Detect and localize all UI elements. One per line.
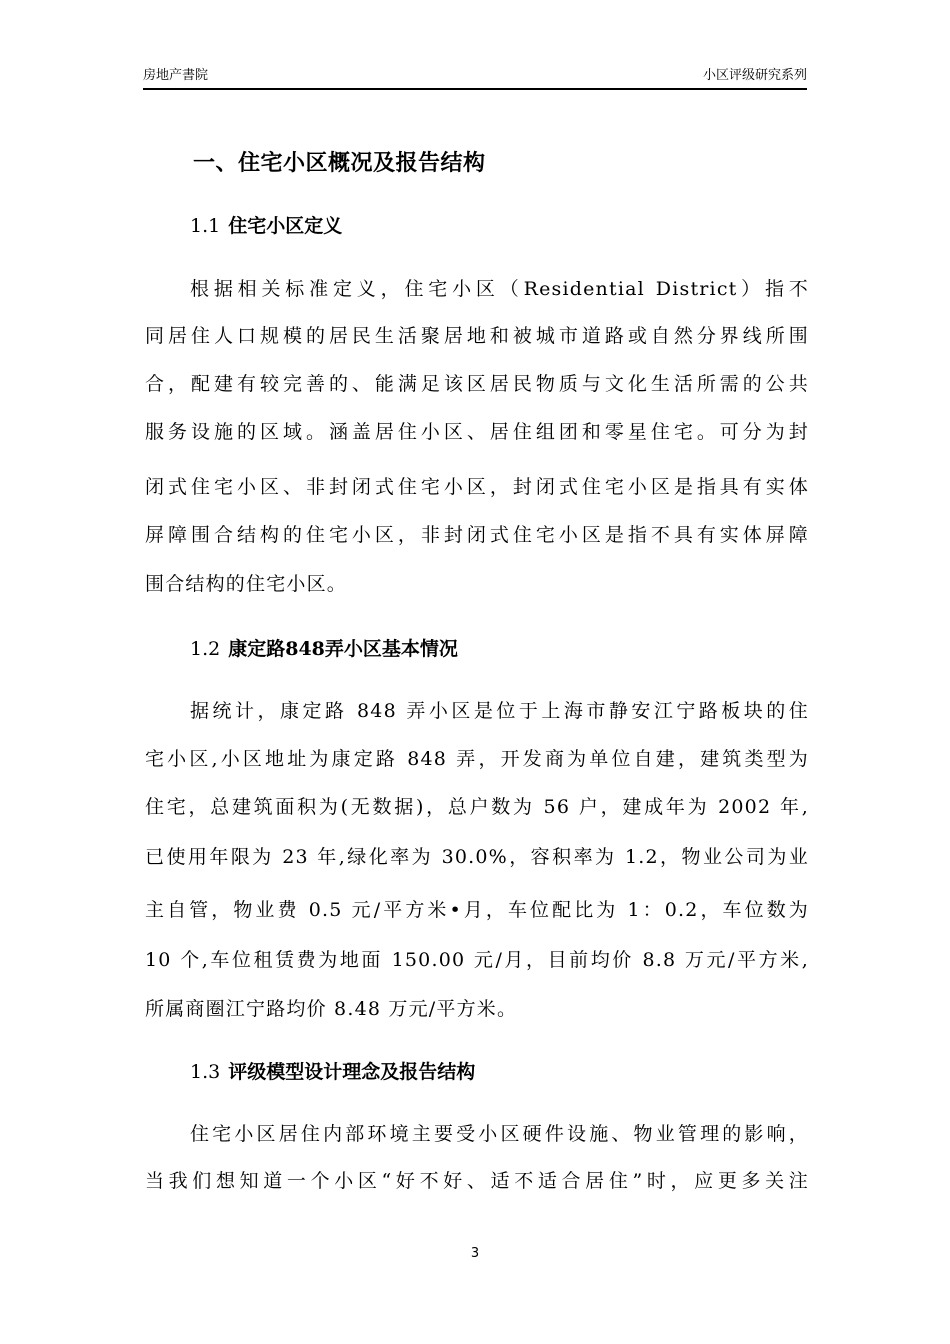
paragraph-line: 住宅，总建筑面积为(无数据)，总户数为 56 户，建成年为 2002 年,	[145, 796, 809, 818]
paragraph-line: 据统计，康定路 848 弄小区是位于上海市静安江宁路板块的住	[190, 700, 809, 722]
paragraph-line: 服务设施的区域。涵盖居住小区、居住组团和零星住宅。可分为封	[145, 421, 809, 443]
section-title: 康定路848弄小区基本情况	[228, 638, 458, 660]
paragraph-line: 围合结构的住宅小区。	[145, 573, 348, 595]
paragraph-line: 已使用年限为 23 年,绿化率为 30.0%，容积率为 1.2，物业公司为业	[145, 846, 809, 868]
section-number: 1.2	[190, 638, 221, 660]
section-heading-1-2	[190, 634, 458, 664]
section-heading-1-1	[190, 211, 342, 241]
paragraph-line: 住宅小区居住内部环境主要受小区硬件设施、物业管理的影响，	[190, 1123, 809, 1145]
section-number: 1.1	[190, 215, 221, 237]
paragraph-line: 同居住人口规模的居民生活聚居地和被城市道路或自然分界线所围	[145, 325, 809, 347]
chapter-title: 一、住宅小区概况及报告结构	[193, 150, 486, 176]
paragraph-line: 合，配建有较完善的、能满足该区居民物质与文化生活所需的公共	[145, 373, 809, 395]
header-publisher: 房地产書院	[143, 68, 209, 83]
section-title: 住宅小区定义	[228, 215, 343, 237]
paragraph-line: 根据相关标准定义，住宅小区（Residential District）指不	[190, 278, 809, 300]
section-number: 1.3	[190, 1061, 221, 1083]
paragraph-line: 闭式住宅小区、非封闭式住宅小区，封闭式住宅小区是指具有实体	[145, 476, 809, 498]
header-series-title: 小区评级研究系列	[702, 68, 807, 83]
page-number: 3	[470, 1246, 480, 1261]
page-header	[143, 66, 807, 90]
paragraph-line: 当我们想知道一个小区“好不好、适不适合居住”时，应更多关注	[145, 1170, 809, 1192]
section-title: 评级模型设计理念及报告结构	[228, 1061, 476, 1083]
paragraph-line: 10 个,车位租赁费为地面 150.00 元/月，目前均价 8.8 万元/平方米,	[145, 949, 809, 971]
paragraph-line: 所属商圈江宁路均价 8.48 万元/平方米。	[145, 998, 518, 1020]
section-heading-1-3	[190, 1057, 475, 1087]
paragraph-line: 主自管，物业费 0.5 元/平方米•月，车位配比为 1：0.2，车位数为	[145, 899, 809, 921]
paragraph-line: 宅小区,小区地址为康定路 848 弄，开发商为单位自建，建筑类型为	[145, 748, 809, 770]
paragraph-line: 屏障围合结构的住宅小区，非封闭式住宅小区是指不具有实体屏障	[145, 524, 809, 546]
